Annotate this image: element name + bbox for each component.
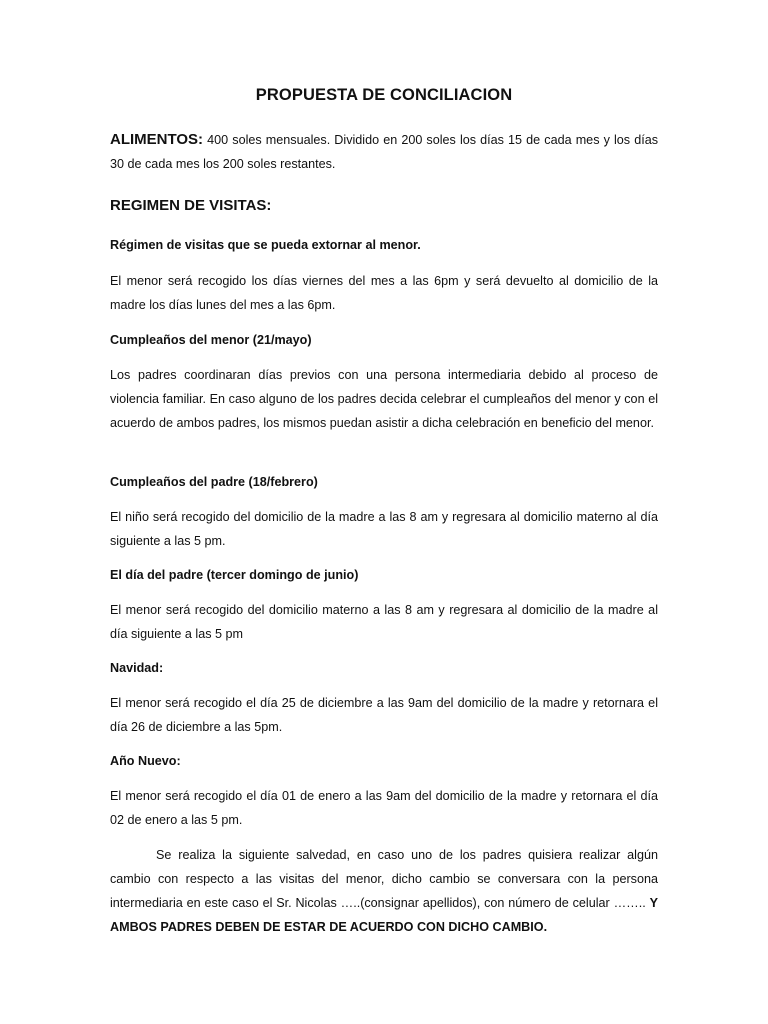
section-heading-cumple-menor: Cumpleaños del menor (21/mayo) bbox=[110, 333, 312, 347]
section-heading-navidad: Navidad: bbox=[110, 661, 164, 675]
alimentos-label: ALIMENTOS: bbox=[110, 131, 204, 148]
section-heading-dia-padre: El día del padre (tercer domingo de junio) bbox=[110, 568, 359, 582]
alimentos-paragraph bbox=[110, 128, 658, 176]
closing-text: Se realiza la siguiente salvedad, en caso uno de los padres quisiera realizar algún cambio con respecto a las visitas del menor, dicho cambio se conversara con la persona intermediaria en este caso el Sr. Nicolas …..(consignar apellidos), con número de celular …….. bbox=[110, 848, 658, 910]
section-text-navidad: El menor será recogido el día 25 de diciembre a las 9am del domicilio de la madre y retornara el día 26 de diciembre a las 5pm. bbox=[110, 696, 658, 734]
closing-emphasis: Y AMBOS PADRES DEBEN DE ESTAR DE ACUERDO CON DICHO CAMBIO. bbox=[110, 896, 658, 934]
section-heading-ano-nuevo: Año Nuevo: bbox=[110, 754, 181, 768]
alimentos-text: 400 soles mensuales. Dividido en 200 soles los días 15 de cada mes y los días 30 de cada mes los 200 soles restantes. bbox=[110, 133, 659, 171]
section-text-dia-padre: El menor será recogido del domicilio materno a las 8 am y regresara al domicilio de la madre al día siguiente a las 5 pm bbox=[110, 603, 658, 641]
section-text-cumple-padre: El niño será recogido del domicilio de la madre a las 8 am y regresara al domicilio materno al día siguiente a las 5 pm. bbox=[110, 510, 658, 548]
section-text-extornar: El menor será recogido los días viernes del mes a las 6pm y será devuelto al domicilio de la madre los días lunes del mes a las 6pm. bbox=[110, 274, 658, 312]
section-heading-extornar: Régimen de visitas que se pueda extornar al menor. bbox=[110, 238, 421, 252]
section-text-cumple-menor: Los padres coordinaran días previos con una persona intermediaria debido al proceso de violencia familiar. En caso alguno de los padres decida celebrar el cumpleaños del menor y con el acuerdo de ambos padres, los mismos puedan asistir a dicha celebración en beneficio del menor. bbox=[110, 368, 658, 430]
closing-paragraph bbox=[110, 843, 658, 939]
document-title: PROPUESTA DE CONCILIACION bbox=[255, 86, 513, 104]
regimen-heading: REGIMEN DE VISITAS: bbox=[110, 197, 272, 214]
section-text-ano-nuevo: El menor será recogido el día 01 de enero a las 9am del domicilio de la madre y retornara el día 02 de enero a las 5 pm. bbox=[110, 789, 658, 827]
section-heading-cumple-padre: Cumpleaños del padre (18/febrero) bbox=[110, 475, 318, 489]
